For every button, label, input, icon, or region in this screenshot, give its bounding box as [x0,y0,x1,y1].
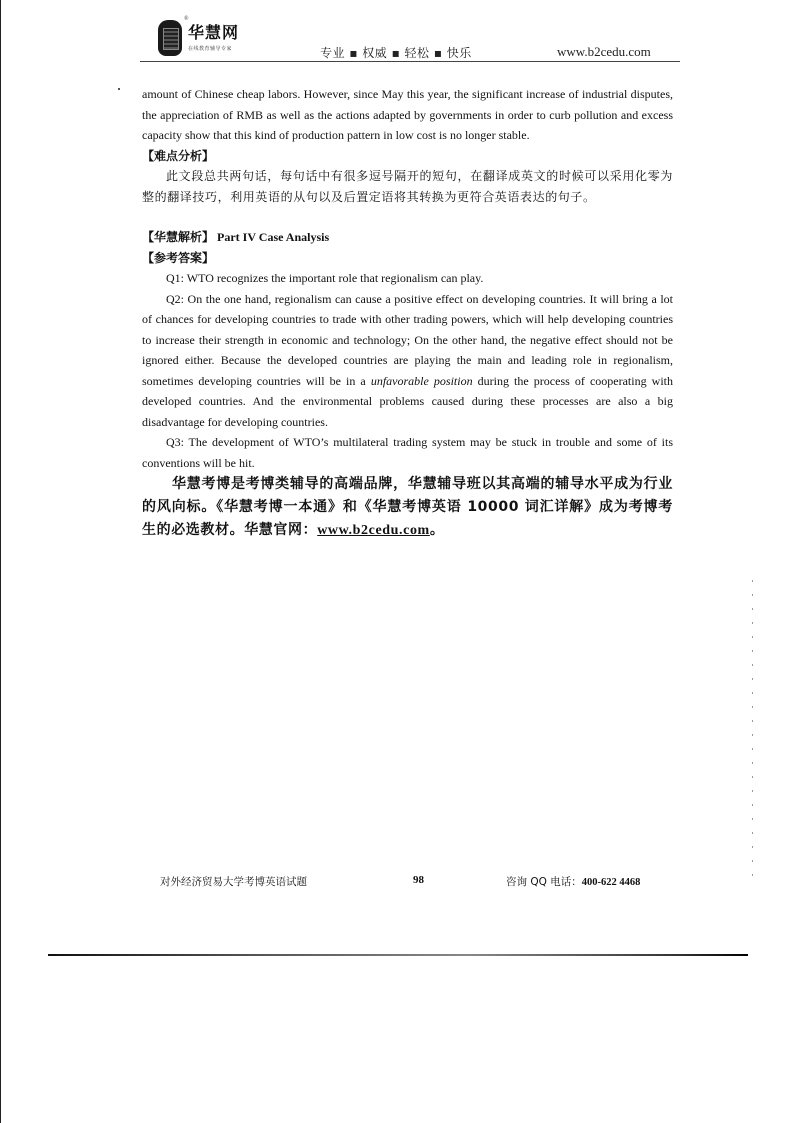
answer-q2 [142,289,673,433]
difficulty-heading-text: 【难点分析】 [142,148,215,163]
difficulty-analysis: 此文段总共两句话，每句话中有很多逗号隔开的短句，在翻译成英文的时候可以采用化零为整的翻译技巧，利用英语的从句以及后置定语将其转换为更符合英语表达的句子。 [142,169,673,204]
answer-q2-part1: Q2: On the one hand, regionalism can cause a positive effect on developing countries. It will bring a lot of chances for developing countries to trade with other trading powers, which will help developing countries to increase their strength in economic and technology; On the other hand, the negative effect should not be ignored either. Because the developed countries are playing the main and leading role in regionalism, sometimes developing countries will be in a [142,291,673,388]
scan-edge-marks [752,580,753,880]
analysis-heading-cn: 【华慧解析】 [142,230,215,244]
page-number: 98 [413,874,424,886]
page-footer [140,874,680,892]
difficulty-heading [142,146,673,167]
main-content [142,84,673,542]
answer-heading [142,248,673,269]
answer-q2-part2: during the process of cooperating with developed countries. And the environmental problems caused during these processes are also a big disadvantage for developing countries. [142,373,673,429]
scan-speck [118,88,120,90]
promo-text: 华慧考博是考博类辅导的高端品牌，华慧辅导班以其高端的辅导水平成为行业的风向标。《华慧考博一本通》和《华慧考博英语 10000 词汇详解》成为考博考生的必选教材。华慧官网： [142,476,673,538]
header-website: www.b2cedu.com [557,44,651,59]
footer-phone: 400-622 4468 [581,877,641,888]
promo-paragraph [142,473,673,542]
promo-end: 。 [429,522,445,538]
huahui-logo [158,18,268,58]
logo-subtitle: 在线教育辅导专家 [188,46,233,52]
footer-title: 对外经济贸易大学考博英语试题 [160,876,307,888]
bottom-divider [48,954,748,956]
answer-q3: Q3: The development of WTO’s multilateral trading system may be stuck in trouble and some of its conventions will be hit. [142,435,673,470]
logo-badge-icon [158,20,182,56]
registered-mark-icon: ® [184,16,189,22]
paragraph-continuation: amount of Chinese cheap labors. However, since May this year, the significant increase of industrial disputes, the appreciation of RMB as well as the actions adapted by governments in order to curb pollution and excess capacity show that this kind of production pattern in low cost is no longer stable. [142,87,673,142]
logo-title: 华慧网 [188,23,240,42]
answer-q1: Q1: WTO recognizes the important role that regionalism can play. [166,271,484,285]
footer-contact [506,874,640,889]
scan-edge [0,0,1,1123]
footer-contact-label: 咨询 QQ 电话： [506,876,582,888]
promo-website-link[interactable]: www.b2cedu.com [317,523,430,538]
spacer [142,207,673,227]
answer-q2-italic: unfavorable position [370,373,473,388]
analysis-heading-en: Part IV Case Analysis [217,230,330,244]
analysis-heading [142,227,673,248]
header-divider [140,61,680,62]
header-slogan: 专业 ▪ 权威 ▪ 轻松 ▪ 快乐 [320,46,472,60]
answer-heading-text: 【参考答案】 [142,250,215,265]
page-header [140,14,680,62]
